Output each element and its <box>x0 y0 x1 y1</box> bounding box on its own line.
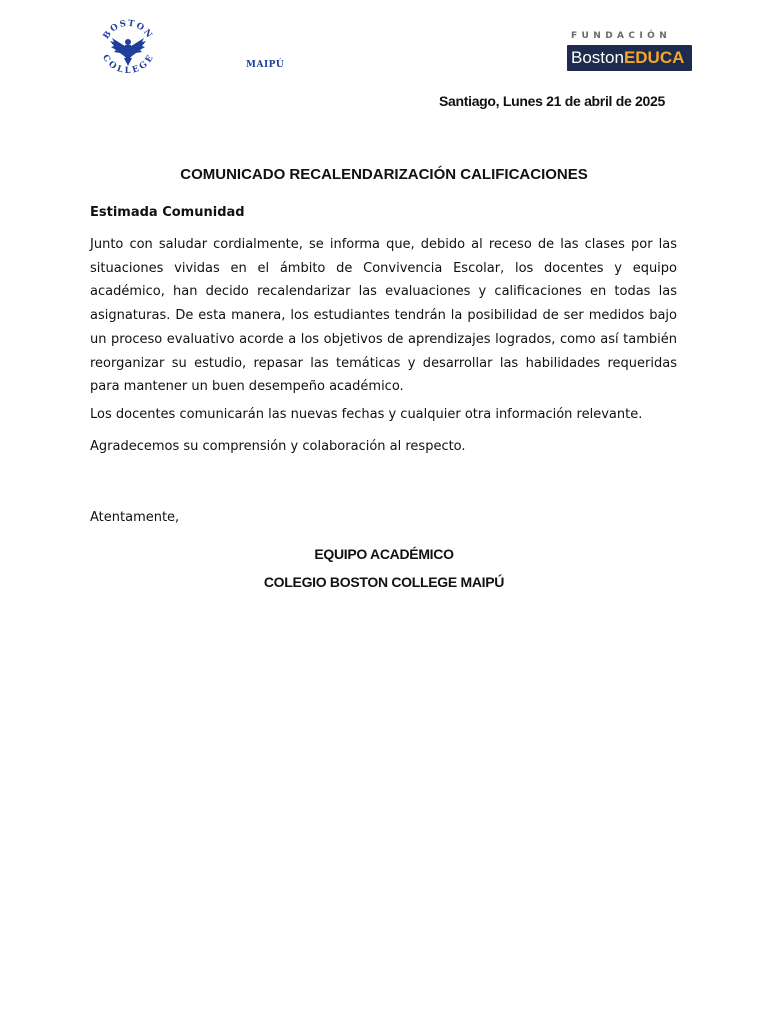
fundacion-boston-educa-logo <box>567 31 693 73</box>
body-paragraph-main: Junto con saludar cordialmente, se informa que, debido al receso de las clases por las situaciones vividas en el ámbito de Convivencia Escolar, los docentes y equipo académico, han decido recalendarizar las evaluaciones y calificaciones en todas las asignaturas. De esta manera, los estudiantes tendrán la posibilidad de ser medidos bajo un proceso evaluativo acorde a los objetivos de aprendizajes logrados, como así también reorganizar su estudio, repasar las temáticas y desarrollar las habilidades requeridas para mantener un buen desempeño académico. <box>90 237 677 395</box>
logo-brand-boston: Boston <box>571 48 624 67</box>
logo-maipu-text: MAIPÚ <box>246 60 285 70</box>
signature-team: EQUIPO ACADÉMICO <box>314 546 454 562</box>
document-date: Santiago, Lunes 21 de abril de 2025 <box>438 93 665 109</box>
greeting: Estimada Comunidad <box>90 205 245 220</box>
logo-arc-top-text: BOSTON <box>101 18 155 42</box>
logo-fundacion-text: FUNDACIÓN <box>571 31 672 41</box>
boston-college-logo <box>100 18 285 80</box>
closing: Atentamente, <box>90 510 180 525</box>
document-title: COMUNICADO RECALENDARIZACIÓN CALIFICACIONES <box>180 166 588 183</box>
logo-arc-bottom-text: COLLEGE <box>100 53 157 77</box>
logo-brand-box <box>567 45 692 71</box>
body-paragraph-thanks: Agradecemos su comprensión y colaboración al respecto. <box>90 439 466 454</box>
body-paragraph-dates: Los docentes comunicarán las nuevas fechas y cualquier otra información relevante. <box>90 407 643 422</box>
logo-brand-educa: EDUCA <box>623 48 685 67</box>
svg-text:BOSTON <box>102 19 155 41</box>
signature-school: COLEGIO BOSTON COLLEGE MAIPÚ <box>263 574 505 590</box>
boston-college-seal <box>100 18 190 80</box>
